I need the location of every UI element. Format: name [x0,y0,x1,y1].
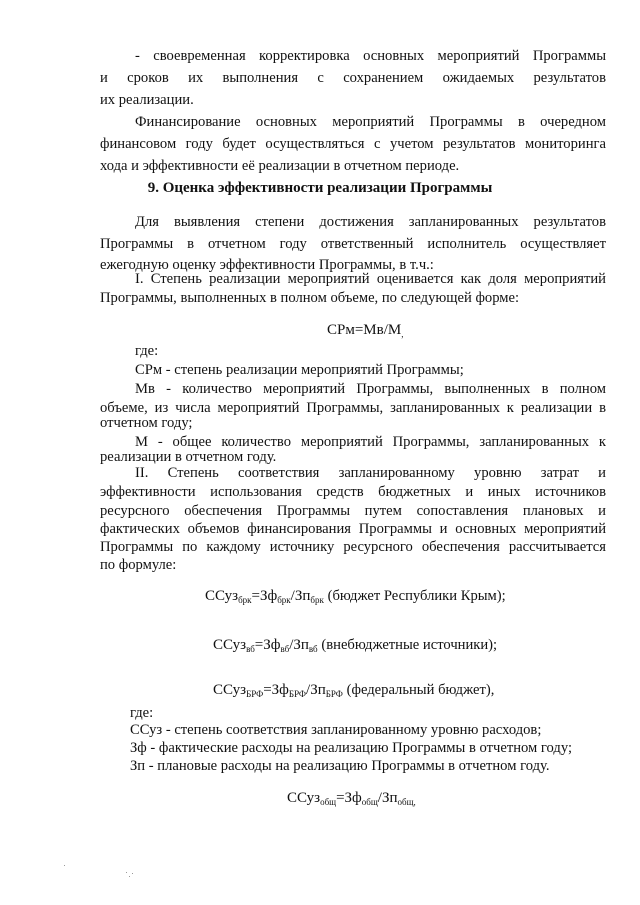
defs1-item-2a: Мв - количество мероприятий Программы, выполненных в полном [135,381,606,397]
formula-ssuz-brf [213,682,494,699]
formula-sub: БРФ [288,689,307,699]
p2-line-2: эффективности использования средств бюджетных и иных источников [100,484,606,500]
p2-line-5: Программы по каждому источнику ресурсного обеспечения рассчитывается [100,539,606,555]
p1-line-5: Программы, выполненных в полном объеме, по следующей форме: [100,290,520,306]
formula-part: /Зп [289,637,309,653]
p2-line-3: ресурсного обеспечения Программы путем сопоставления плановых и [100,503,606,519]
formula-note: (внебюджетные источники); [321,637,498,653]
section-title: 9. Оценка эффективности реализации Программы [147,180,493,196]
defs1-item-1: СРм - степень реализации мероприятий Программы; [135,362,464,378]
formula-part: =Зф [336,790,362,806]
p1-line-2: Программы в отчетном году ответственный исполнитель осуществляет [100,236,606,252]
intro-line-5: финансовом году будет осуществляться с учетом результатов мониторинга [100,136,606,152]
formula-part: =Зф [251,588,278,604]
formula-sub: БРФ [246,689,264,699]
defs2-item-1: ССуз - степень соответствия запланированному уровню расходов; [130,722,542,738]
formula-sub: брк [277,595,291,605]
formula-note: (федеральный бюджет), [346,682,495,698]
defs1-item-3b: реализации в отчетном году. [100,449,277,465]
formula-ssuz-obsch [287,790,416,807]
formula-part: =Зф [263,682,289,698]
formula-sub: брк [310,595,324,605]
p2-line-4: фактических объемов финансирования Программы и основных мероприятий [100,521,606,537]
defs2-item-2: Зф - фактические расходы на реализацию Программы в отчетном году; [130,740,573,756]
defs1-where: где: [135,343,159,359]
formula-tail: , [413,797,416,807]
p1-line-1: Для выявления степени достижения запланированных результатов [135,214,606,230]
intro-line-3: их реализации. [100,92,194,108]
scan-speck [132,873,133,874]
defs1-item-2c: отчетном году; [100,415,193,431]
formula-sub: общ [320,797,337,807]
scan-speck [126,872,127,873]
intro-line-2: и сроков их выполнения с сохранением ожидаемых результатов [100,70,606,86]
formula-sub: вб [308,644,318,654]
formula-srm [327,322,403,339]
formula-part: =Зф [254,637,281,653]
formula-sub: вб [246,644,255,654]
defs1-item-2b: объеме, из числа мероприятий Программы, запланированных к реализации в [100,400,606,416]
formula-part: ССуз [213,637,247,653]
formula-part: /Зп [290,588,311,604]
formula-srm-tail: , [401,329,404,339]
p1-line-4: I. Степень реализации мероприятий оценивается как доля мероприятий [135,271,606,287]
formula-part: ССуз [287,790,321,806]
formula-srm-text: СРм=Мв/М [327,322,402,338]
defs2-where: где: [130,705,154,721]
formula-part: /Зп [306,682,326,698]
formula-sub: брк [238,595,252,605]
formula-part: /Зп [377,790,398,806]
defs1-item-3a: М - общее количество мероприятий Программы, запланированных к [135,434,606,450]
formula-sub: общ [361,797,378,807]
scan-speck [129,876,130,877]
formula-ssuz-vb [213,637,497,654]
p2-line-1: II. Степень соответствия запланированному уровню затрат и [135,465,606,481]
formula-note: (бюджет Республики Крым); [327,588,506,604]
scan-speck [64,865,65,866]
formula-ssuz-brk [205,588,506,605]
formula-part: ССуз [213,682,247,698]
defs2-item-3: Зп - плановые расходы на реализацию Программы в отчетном году. [130,758,550,774]
p1-line-3: ежегодную оценку эффективности Программы, в т.ч.: [100,257,434,273]
formula-sub: БРФ [325,689,343,699]
formula-sub: общ [397,797,414,807]
formula-part: ССуз [205,588,239,604]
intro-line-1: - своевременная корректировка основных мероприятий Программы [135,48,606,64]
p2-line-6: по формуле: [100,557,177,573]
intro-line-6: хода и эффективности её реализации в отчетном периоде. [100,158,460,174]
formula-sub: вб [280,644,290,654]
intro-line-4: Финансирование основных мероприятий Программы в очередном [135,114,606,130]
